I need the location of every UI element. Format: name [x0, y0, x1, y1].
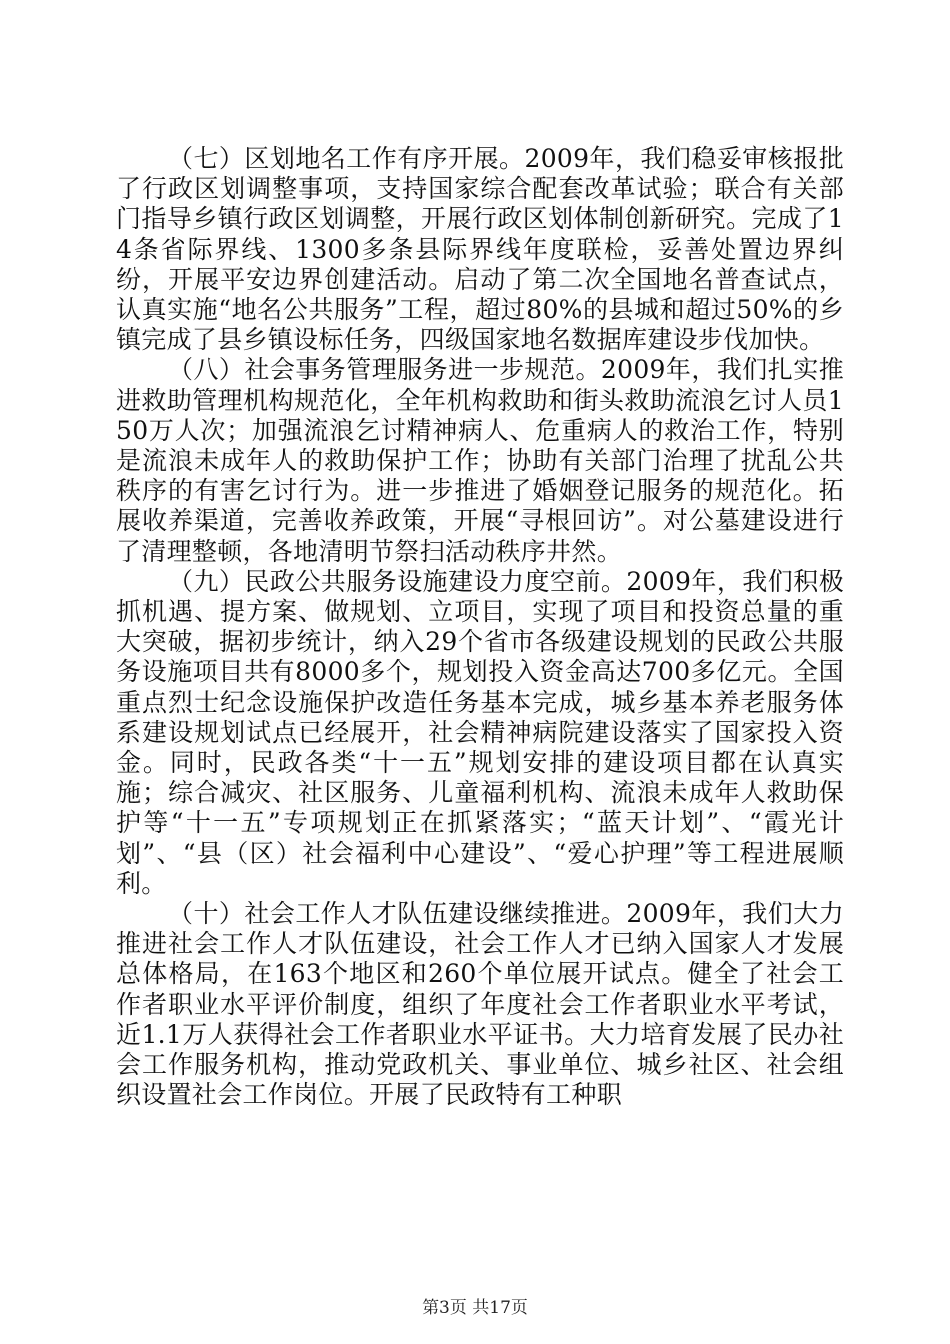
page-number-footer: 第3页 共17页: [422, 1298, 528, 1318]
document-body: [116, 144, 844, 1111]
paragraph-public-facilities: （九）民政公共服务设施建设力度空前。2009年，我们积极抓机遇、提方案、做规划、立项目，实现了项目和投资总量的重大突破，据初步统计，纳入29个省市各级建设规划的民政公共服务设施项目共有8000多个，规划投入资金高达700多亿元。全国重点烈士纪念设施保护改造任务基本完成，城乡基本养老服务体系建设规划试点已经展开，社会精神病院建设落实了国家投入资金。同时，民政各类“十一五”规划安排的建设项目都在认真实施；综合减灾、社区服务、儿童福利机构、流浪未成年人救助保护等“十一五”专项规划正在抓紧落实；“蓝天计划”、“霞光计划”、“县（区）社会福利中心建设”、“爱心护理”等工程进展顺利。: [116, 566, 844, 898]
paragraph-social-affairs: （八）社会事务管理服务进一步规范。2009年，我们扎实推进救助管理机构规范化，全年机构救助和街头救助流浪乞讨人员150万人次；加强流浪乞讨精神病人、危重病人的救治工作，特别是流浪未成年人的救助保护工作；协助有关部门治理了扰乱公共秩序的有害乞讨行为。进一步推进了婚姻登记服务的规范化。拓展收养渠道，完善收养政策，开展“寻根回访”。对公墓建设进行了清理整顿，各地清明节祭扫活动秩序井然。: [116, 355, 844, 566]
paragraph-district-naming: （七）区划地名工作有序开展。2009年，我们稳妥审核报批了行政区划调整事项，支持国家综合配套改革试验；联合有关部门指导乡镇行政区划调整，开展行政区划体制创新研究。完成了14条省际界线、1300多条县际界线年度联检，妥善处置边界纠纷，开展平安边界创建活动。启动了第二次全国地名普查试点，认真实施“地名公共服务”工程，超过80%的县城和超过50%的乡镇完成了县乡镇设标任务，四级国家地名数据库建设步伐加快。: [116, 144, 844, 355]
paragraph-social-work-talent: （十）社会工作人才队伍建设继续推进。2009年，我们大力推进社会工作人才队伍建设，社会工作人才已纳入国家人才发展总体格局，在163个地区和260个单位展开试点。健全了社会工作者职业水平评价制度，组织了年度社会工作者职业水平考试，近1.1万人获得社会工作者职业水平证书。大力培育发展了民办社会工作服务机构，推动党政机关、事业单位、城乡社区、社会组织设置社会工作岗位。开展了民政特有工种职: [116, 899, 844, 1110]
